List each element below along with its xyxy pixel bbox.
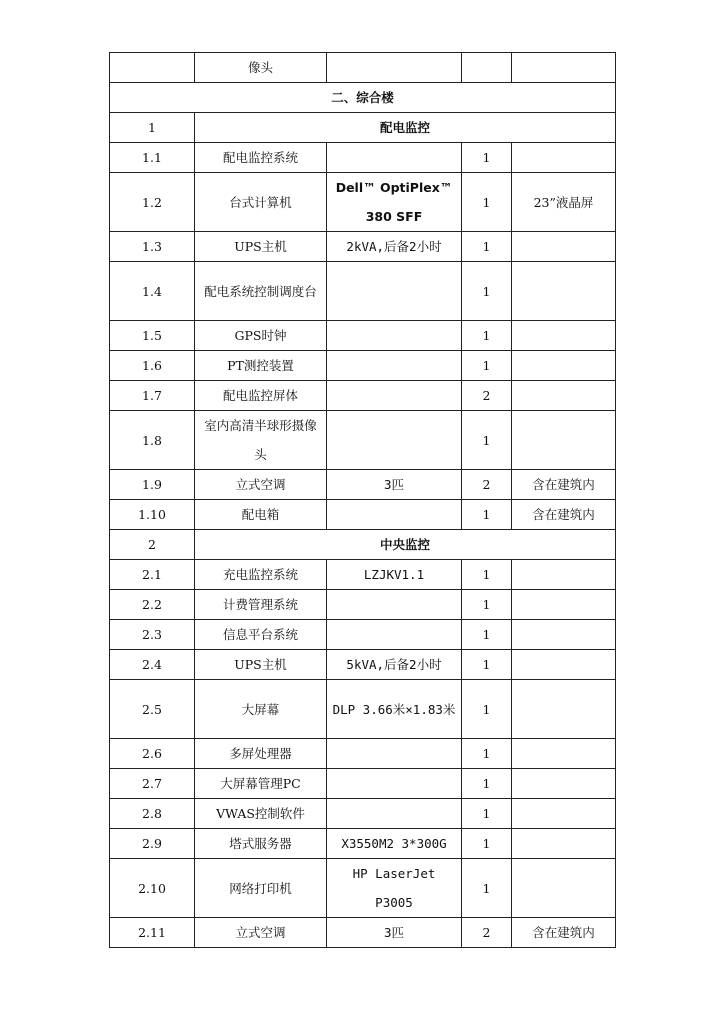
cell-name: 立式空调 [195, 470, 327, 500]
cell-qty: 1 [462, 143, 512, 173]
cell-spec [327, 53, 462, 83]
cell-no: 2.5 [110, 680, 195, 739]
cell-qty: 1 [462, 680, 512, 739]
cell-qty: 1 [462, 590, 512, 620]
table-row [110, 560, 616, 590]
table-row [110, 650, 616, 680]
group1-body [110, 143, 616, 530]
table-row [110, 470, 616, 500]
cell-name: GPS时钟 [195, 321, 327, 351]
cell-name: 塔式服务器 [195, 829, 327, 859]
cell-spec: DLP 3.66米×1.83米 [327, 680, 462, 739]
cell-name: 多屏处理器 [195, 739, 327, 769]
cell-qty: 1 [462, 232, 512, 262]
cell-spec [327, 739, 462, 769]
cell-spec [327, 799, 462, 829]
cell-no: 2.8 [110, 799, 195, 829]
cell-note [512, 560, 616, 590]
group-no: 1 [110, 113, 195, 143]
cell-qty: 1 [462, 173, 512, 232]
cell-name: 配电系统控制调度台 [195, 262, 327, 321]
cell-no: 1.3 [110, 232, 195, 262]
cell-no: 2.2 [110, 590, 195, 620]
group-header-row [110, 530, 616, 560]
cell-name: 网络打印机 [195, 859, 327, 918]
cell-name: UPS主机 [195, 650, 327, 680]
cell-name: 台式计算机 [195, 173, 327, 232]
cell-note: 23”液晶屏 [512, 173, 616, 232]
cell-no: 2.6 [110, 739, 195, 769]
cell-no: 1.5 [110, 321, 195, 351]
cell-name: 配电箱 [195, 500, 327, 530]
table-row [110, 500, 616, 530]
cell-no: 1.1 [110, 143, 195, 173]
table-row [110, 739, 616, 769]
cell-note [512, 262, 616, 321]
cell-name: 计费管理系统 [195, 590, 327, 620]
group-title: 中央监控 [195, 530, 616, 560]
cell-name: VWAS控制软件 [195, 799, 327, 829]
section-title-row [110, 83, 616, 113]
cell-note [512, 381, 616, 411]
cell-spec: Dell™ OptiPlex™ 380 SFF [327, 173, 462, 232]
cell-qty: 2 [462, 470, 512, 500]
group-title: 配电监控 [195, 113, 616, 143]
table-row [110, 859, 616, 918]
cell-spec: 2kVA,后备2小时 [327, 232, 462, 262]
cell-note [512, 232, 616, 262]
cell-qty: 1 [462, 859, 512, 918]
cell-name: PT测控装置 [195, 351, 327, 381]
cell-qty: 1 [462, 500, 512, 530]
table-row [110, 351, 616, 381]
cell-qty: 2 [462, 381, 512, 411]
cell-qty: 1 [462, 411, 512, 470]
cell-no: 1.2 [110, 173, 195, 232]
cell-spec [327, 351, 462, 381]
cell-qty: 1 [462, 769, 512, 799]
table-row [110, 680, 616, 739]
cell-no: 2.1 [110, 560, 195, 590]
table-row [110, 143, 616, 173]
cell-qty: 1 [462, 620, 512, 650]
table-row [110, 590, 616, 620]
cell-note [512, 53, 616, 83]
cell-spec [327, 590, 462, 620]
cell-name: 配电监控屏体 [195, 381, 327, 411]
cell-name: 像头 [195, 53, 327, 83]
cell-note: 含在建筑内 [512, 470, 616, 500]
cell-note [512, 680, 616, 739]
cell-name: 信息平台系统 [195, 620, 327, 650]
table-row [110, 321, 616, 351]
table-row [110, 620, 616, 650]
cell-spec: 3匹 [327, 918, 462, 948]
cell-note [512, 411, 616, 470]
cell-spec [327, 411, 462, 470]
section-title: 二、综合楼 [110, 83, 616, 113]
cell-note [512, 739, 616, 769]
table-row [110, 829, 616, 859]
cell-spec [327, 262, 462, 321]
cell-qty: 1 [462, 351, 512, 381]
cell-no: 1.6 [110, 351, 195, 381]
cell-name: 室内高清半球形摄像头 [195, 411, 327, 470]
cell-no: 2.11 [110, 918, 195, 948]
cell-qty: 2 [462, 918, 512, 948]
cell-spec: 5kVA,后备2小时 [327, 650, 462, 680]
table-row [110, 918, 616, 948]
cell-spec [327, 620, 462, 650]
cell-no: 1.10 [110, 500, 195, 530]
cell-note [512, 620, 616, 650]
cell-no: 2.10 [110, 859, 195, 918]
cell-qty: 1 [462, 650, 512, 680]
cell-spec: LZJKV1.1 [327, 560, 462, 590]
cell-name: 大屏幕 [195, 680, 327, 739]
cell-no: 1.4 [110, 262, 195, 321]
cell-no: 2.9 [110, 829, 195, 859]
cell-no: 1.7 [110, 381, 195, 411]
table-row [110, 799, 616, 829]
cell-spec [327, 321, 462, 351]
cell-spec [327, 769, 462, 799]
cell-name: UPS主机 [195, 232, 327, 262]
cell-no: 2.4 [110, 650, 195, 680]
cell-qty: 1 [462, 739, 512, 769]
table-row [110, 411, 616, 470]
cell-name: 大屏幕管理PC [195, 769, 327, 799]
group-header-row [110, 113, 616, 143]
cell-no: 1.8 [110, 411, 195, 470]
cell-qty [462, 53, 512, 83]
group-no: 2 [110, 530, 195, 560]
cell-spec [327, 500, 462, 530]
equipment-table [109, 52, 616, 948]
cell-note [512, 799, 616, 829]
cell-name: 配电监控系统 [195, 143, 327, 173]
cell-name: 立式空调 [195, 918, 327, 948]
cell-spec: X3550M2 3*300G [327, 829, 462, 859]
cell-no: 1.9 [110, 470, 195, 500]
cell-name: 充电监控系统 [195, 560, 327, 590]
cell-spec: HP LaserJet P3005 [327, 859, 462, 918]
cell-spec [327, 381, 462, 411]
cell-qty: 1 [462, 799, 512, 829]
cell-note [512, 590, 616, 620]
cell-qty: 1 [462, 321, 512, 351]
table-row [110, 232, 616, 262]
cell-qty: 1 [462, 262, 512, 321]
table-row [110, 173, 616, 232]
cell-note [512, 859, 616, 918]
cell-note [512, 829, 616, 859]
table-row [110, 769, 616, 799]
cell-no: 2.3 [110, 620, 195, 650]
cell-qty: 1 [462, 829, 512, 859]
cell-note [512, 351, 616, 381]
table-row [110, 381, 616, 411]
table-row [110, 53, 616, 83]
cell-qty: 1 [462, 560, 512, 590]
cell-note [512, 143, 616, 173]
group2-body [110, 560, 616, 948]
cell-spec: 3匹 [327, 470, 462, 500]
cell-note [512, 650, 616, 680]
cell-note [512, 321, 616, 351]
cell-note: 含在建筑内 [512, 918, 616, 948]
table-row [110, 262, 616, 321]
cell-no [110, 53, 195, 83]
cell-no: 2.7 [110, 769, 195, 799]
cell-spec [327, 143, 462, 173]
cell-note: 含在建筑内 [512, 500, 616, 530]
cell-note [512, 769, 616, 799]
